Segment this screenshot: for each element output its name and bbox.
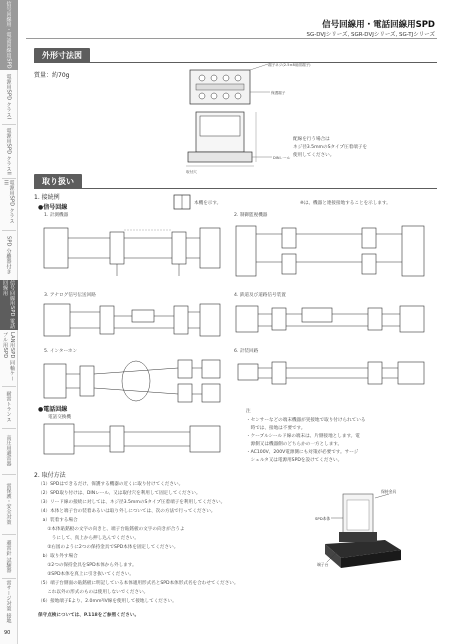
side-nav-item[interactable]: 電源用SPD クラスIII <box>2 180 15 224</box>
install-line: （6）接地端子Eより、2.0mm²IV線を使用して接地してください。 <box>38 599 177 604</box>
side-divider <box>2 578 16 579</box>
phone-line-heading: ●電話回線 <box>38 406 68 413</box>
install-line: これ以外の形式のものは使用しないでください。 <box>38 590 149 595</box>
wiring-note-2: ネジ径3.5mmのSタイプ圧着端子を <box>293 145 368 150</box>
circuit-diagram-3 <box>40 298 225 346</box>
side-divider <box>2 124 16 125</box>
phone-exchange-label: 電話交換機 <box>48 415 71 420</box>
spd-legend-symbol <box>172 192 192 214</box>
side-nav-item[interactable]: 高圧用避雷器 <box>5 435 12 467</box>
note-line: 時では、接地は不要です。 <box>246 426 306 431</box>
series-subtitle: SG-DVJシリーズ, SGR-DVJシリーズ, SG-TJシリーズ <box>306 32 435 38</box>
ground-remark: ※は、機器と連接接地することを示します。 <box>300 201 391 206</box>
install-line: うにして、真上から押し込んでください。 <box>38 536 139 541</box>
weight-label: 質量：約70g <box>34 72 70 79</box>
phone-circuit-diagram <box>40 420 230 460</box>
section-title-handling: 取り扱い <box>34 174 82 189</box>
circuit-diagram-2 <box>232 218 432 288</box>
note-line: シェルタ又は電源用SPDを設けてください。 <box>246 458 343 463</box>
example-title: 5. インターホン <box>44 349 78 354</box>
circuit-diagram-4 <box>232 298 432 346</box>
side-nav-item[interactable]: 耐雷トランス <box>5 391 12 423</box>
note-line: ・AC100V、200V電源側にも対策が必要です。サージ <box>246 450 359 455</box>
side-divider <box>2 534 16 535</box>
side-nav-item[interactable]: 電源用SPD クラスI <box>5 74 12 120</box>
page-ref-link[interactable]: P.118をご参照ください。 <box>83 613 140 618</box>
notes-heading: 注 <box>246 409 251 414</box>
side-nav-item[interactable]: 雷サージ対策 接地 <box>5 580 12 624</box>
maintenance-note: 保守点検については、P.118をご参照ください。 <box>38 613 140 618</box>
install-line: （1）SPDはできるだけ、保護する機器の近くに取り付けてください。 <box>38 482 184 487</box>
holder-label: 保持金具 <box>381 489 397 494</box>
side-nav-item-active[interactable]: 信号回線用SPD 電話回線用 <box>0 280 18 330</box>
spd-legend-text: 本機を示す。 <box>194 201 222 206</box>
protect-label: 保護端子 <box>271 91 286 95</box>
side-nav <box>0 0 18 644</box>
section-rule <box>34 188 437 189</box>
install-line: ①2つの保持金具をSPD本体から外します。 <box>38 563 137 568</box>
side-divider <box>2 428 16 429</box>
circuit-diagram-6 <box>232 354 432 406</box>
install-line: （5）端子台側面の貼銘板に明記している本体適用形式名とSPD本体形式名を合わせてください。 <box>38 581 239 586</box>
side-nav-item[interactable]: 電源用SPD クラスII <box>5 127 12 175</box>
example-title: 1. 計測機器 <box>44 213 69 218</box>
wiring-note-3: 使用してください。 <box>293 153 335 158</box>
install-heading: 2. 取付方法 <box>34 472 66 479</box>
wiring-note-1: 配線を行う場合は <box>293 137 330 142</box>
page-title: 信号回線用・電話回線用SPD <box>322 20 435 30</box>
spd-body-label: SPD本体 <box>315 516 331 521</box>
header-rule <box>26 38 437 39</box>
example-title: 3. アナログ信号伝送回路 <box>44 293 96 298</box>
hole-label: 取付穴 <box>186 170 197 174</box>
side-divider <box>2 386 16 387</box>
example-title: 2. 制御監視機器 <box>234 213 268 218</box>
install-line: （3）リード線の接続に対しては、ネジ径3.5mmのSタイプ圧着端子を利用してください。 <box>38 500 226 505</box>
side-nav-item[interactable]: 雷保護・安全対策 <box>5 483 12 525</box>
side-nav-item[interactable]: 避雷針 試験器 <box>5 539 12 573</box>
screw-label: 端子ネジ(2.5×8前面端子) <box>268 63 311 67</box>
circuit-diagram-5 <box>40 354 225 406</box>
example-title: 6. 計装回路 <box>234 349 259 354</box>
install-line: ②SPD本体を真上に引き抜いてください。 <box>38 572 135 577</box>
side-nav-item[interactable]: LAN用SPD 同軸ケーブル用SPD <box>2 332 15 382</box>
side-divider <box>2 230 16 231</box>
page-number: 90 <box>4 630 11 636</box>
side-nav-item[interactable]: SPD 分離器付き <box>5 235 12 275</box>
install-line: （2）SPD取り付けは、DINレール、又は取付穴を利用して固定してください。 <box>38 491 201 496</box>
side-divider <box>2 178 16 179</box>
section-title-dimensions: 外形寸法図 <box>34 48 90 63</box>
install-line: ②右図のように2つの保持金具でSPD本体を固定してください。 <box>38 545 179 550</box>
terminal-label: 端子台 <box>317 562 329 567</box>
din-label: DINレール <box>273 156 291 160</box>
note-line: ・センサーなどの端末機器が実接地で取り付けられている <box>246 418 366 423</box>
example-title: 4. 鉄道及び道路信号装置 <box>234 293 286 298</box>
note-line: 源側又は機器側のどちらかの一方とします。 <box>246 442 343 447</box>
side-nav-item[interactable]: 信号回線用・電話回線用SPD <box>0 0 18 70</box>
install-line: ①本体貼銘板の文字の向きと、端子台貼銘板の文字の向きが合うよ <box>38 527 185 532</box>
install-line: a）装着する場合 <box>38 518 78 523</box>
note-line: ・ケーブルシールド線の端末は、片側接地とします。電 <box>246 434 360 439</box>
spd-product-illustration <box>315 488 405 576</box>
side-divider <box>2 474 16 475</box>
circuit-diagram-1 <box>40 218 225 288</box>
install-line: b）取り外す場合 <box>38 554 78 559</box>
connection-heading: 1. 接続例 <box>34 194 60 201</box>
signal-line-heading: ●信号回線 <box>38 204 68 211</box>
install-line: （4）本体と端子台の装着あるいは取り外しについては、次の方法で行ってください。 <box>38 509 216 514</box>
